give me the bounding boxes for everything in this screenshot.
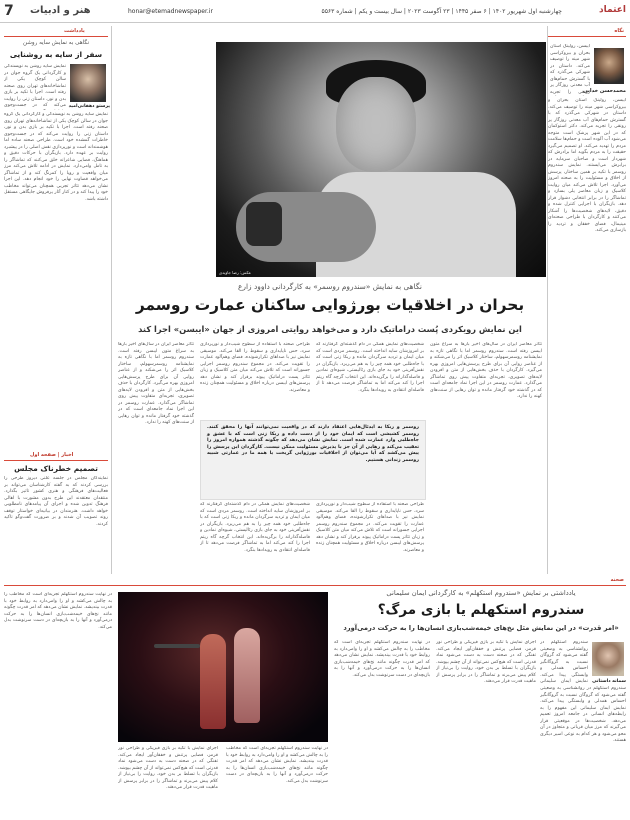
- author-photo: [70, 64, 106, 102]
- bottom-tag: صحنه: [610, 577, 624, 583]
- main-body-col3: طراحی صحنه با استفاده از سطوح شیب‌دار و نورپردازی سرد، حس ناپایداری و سقوط را القا می‌کند. موسیقی نمایش نیز با صداهای تکرارشونده، فضای وهم‌آلود عمارت را تقویت می‌کند. در مجموع سندروم روسمر اجرایی جسورانه است که تلاش می‌کند میان متن کلاسیک و زبان تئاتر پست دراماتیک پیوند برقرار کند و نشان دهد پرسش‌های ایبسن درباره اخلاق و مسئولیت همچنان زنده و معاصرند.: [200, 342, 310, 393]
- pull-quote: روسمر و ربکا به ایدئال‌هایی اعتقاد دارند که در واقعیت نمی‌توانند آنها را محقق کنند. روسمر کشیشی است که ایمان خود را از دست داده و ربکا زنی است که با عشق و جاه‌طلبی وارد عمارت شده است. نمایش نشان می‌دهد که چگونه گذشته همواره امروز را تعقیب می‌کند و رهایی از آن جز با پذیرش مسئولیت ممکن نیست. کارگردان این پرسش را پیش می‌کشد که آیا می‌توان از اخلاقیات بورژوایی گریخت یا همه ما در عمارتی شبیه روسمر زندانی هستیم.: [207, 425, 419, 463]
- bottom-body-intro: سندروم استکهلم در روانشناسی به وضعیتی گفته می‌شود که گروگان نسبت به گروگانگیر احساس همدلی و وابستگی پیدا می‌کند. نمایش ایمان سلیمانی: [540, 640, 588, 684]
- dateline: چهارشنبه اول شهریور ۱۴۰۲ | ۶ صفر ۱۴۴۵ | ۲۳ آگوست ۲۰۲۳ | سال بیست و یکم | شماره ۵۵۶۳: [321, 8, 562, 15]
- bottom-kicker: یادداشتی بر نمایش «سندروم استکهلم» به کارگردانی ایمان سلیمانی: [386, 589, 576, 597]
- author-photo: [592, 642, 624, 676]
- stage-photo: [118, 592, 328, 742]
- left-column-tag2: اخبار | صفحه اول: [30, 452, 74, 458]
- left-body2: نمایندگان مجلس در جلسه علنی دیروز طرحی را بررسی کردند که به گفته کارشناسان می‌تواند بر فعالیت‌های فرهنگی و هنری کشور تاثیر بگذارد. منتقدان معتقدند این طرح بدون مشورت با اهالی فرهنگ تدوین شده و اجرای آن پیامدهای نامطلوبی خواهد داشت. هنرمندان در بیانیه‌ای خواستار توقف روند تصویب آن شدند و بر ضرورت گفت‌وگو تاکید کردند.: [4, 476, 108, 527]
- newspaper-logo: اعتماد: [599, 5, 626, 15]
- page-number: 7: [4, 3, 14, 19]
- column-rule: [111, 26, 112, 574]
- bottom-body-mid: اجرای نمایش با تکیه بر بازی فیزیکی و طراحی نور قرمز، فضایی پرتنش و خفقان‌آور ایجاد می‌کند. تفنگی که در صحنه دست به دست می‌شود نماد قدرتی است که هیچ‌کس نمی‌تواند از آن چشم بپوشد. بازیگران با تسلط بر بدن خود، روایت را بی‌نیاز از کلام پیش می‌برند و تماشاگر را در برابر پرسش از ماهیت قدرت قرار می‌دهند.: [436, 640, 536, 684]
- bottom-subhead: «امر قدرت» در این نمایش مثل نخ‌های خیمه‌شب‌بازی انسان‌ها را به حرکت درمی‌آورد: [343, 624, 619, 632]
- divider: [4, 36, 108, 37]
- left-body: نمایش سایه روشن به نویسندگی و کارگردانی یک گروه جوان در سالن کوچک یکی از تماشاخانه‌های تهران روی صحنه رفته است. اجرا با تکیه بر بازی بدن و نور، داستان زنی را روایت می‌کند که در جست‌وجوی خاطرات گمشده خود است. طراحی صحنه ساده اما هوشمندانه است و نورپردازی نقش اصلی را در پیشبرد روایت بر عهده دارد. بازیگران با حرکات دقیق و هماهنگ، فضایی شاعرانه خلق می‌کنند که تماشاگر را به تامل وامی‌دارد. نمایش در ادامه تلاش می‌کند مرز میان واقعیت و رویا را کمرنگ کند و از تماشاگر می‌خواهد قضاوت نهایی را خود انجام دهد. این اجرا نشان می‌دهد تئاتر تجربی همچنان می‌تواند مخاطب خود را پیدا کند و در کنار آثار پرفروش جایگاهی مستقل داشته باشد.: [4, 112, 108, 202]
- author-name: محمدحسن خدایی: [582, 88, 626, 94]
- right-column-tag: نگاه: [614, 28, 624, 34]
- left-kicker: نگاهی به نمایش سایه روشن: [22, 40, 90, 46]
- main-photo: [216, 42, 546, 277]
- main-body-col3b: شخصیت‌های نمایش همگی در دام گذشته‌ای گرفتارند که بر امروزشان سایه انداخته است. روسمر مردی است که میان ایمان و تردید سرگردان مانده و ربکا زنی است که با جاه‌طلبی خود همه چیز را به هم می‌ریزد. بازیگران در نقش‌آفرینی خود به جای بازی رئالیستی، شیوه‌ای نمادین و فاصله‌گذارانه را برگزیده‌اند. این انتخاب گرچه گاه ریتم اجرا را کند می‌کند اما به تماشاگر فرصت می‌دهد تا از فاصله‌ای انتقادی به رویدادها بنگرد.: [200, 502, 310, 553]
- bottom-headline: سندروم استکهلم یا بازی مرگ؟: [377, 602, 585, 618]
- column-rule: [547, 26, 548, 574]
- left-column-tag: یادداشت: [64, 28, 85, 34]
- bottom-body-photo-right: اجرای نمایش با تکیه بر بازی فیزیکی و طراحی نور قرمز، فضایی پرتنش و خفقان‌آور ایجاد می‌کند. تفنگی که در صحنه دست به دست می‌شود نماد قدرتی است که هیچ‌کس نمی‌تواند از آن چشم بپوشد. بازیگران با تسلط بر بدن خود، روایت را بی‌نیاز از کلام پیش می‌برند و تماشاگر را در برابر پرسش از ماهیت قدرت قرار می‌دهند.: [118, 746, 218, 790]
- section-email[interactable]: honar@etemadnewspaper.ir: [128, 8, 213, 15]
- main-body-col4: تئاتر معاصر ایران در سال‌های اخیر بارها به سراغ متون ایبسن رفته است. سندروم روسمر اما با نگاهی تازه به نمایشنامه روسمرسهولم، ساختار کلاسیک اثر را می‌شکند و از عناصر روایی آن برای طرح پرسش‌هایی امروزی بهره می‌گیرد. کارگردان با حذف بخش‌هایی از متن و افزودن لایه‌های تصویری، تجربه‌ای متفاوت پیش روی تماشاگر می‌گذارد. عمارت روسمر در این اجرا نماد جامعه‌ای است که در گذشته خود گرفتار مانده و توان رهایی از سنت‌های کهنه را ندارد.: [118, 342, 194, 425]
- bottom-body-photo-left: در نهایت سندروم استکهلم تجربه‌ای است که مخاطب را به چالش می‌کشد و او را وامی‌دارد به روابط خود با قدرت بیندیشد. نمایش نشان می‌دهد که امر قدرت چگونه مانند نخ‌های خیمه‌شب‌بازی انسان‌ها را به حرکت درمی‌آورد و آنها را به بازیچه‌ای در دست سرنوشت بدل می‌کند.: [226, 746, 328, 784]
- left-headline2: تصمیم خطرناک مجلس: [14, 464, 98, 473]
- main-body-col2b: طراحی صحنه با استفاده از سطوح شیب‌دار و نورپردازی سرد، حس ناپایداری و سقوط را القا می‌کند. موسیقی نمایش نیز با صداهای تکرارشونده، فضای وهم‌آلود عمارت را تقویت می‌کند. در مجموع سندروم روسمر اجرایی جسورانه است که تلاش می‌کند میان متن کلاسیک و زبان تئاتر پست دراماتیک پیوند برقرار کند و نشان دهد پرسش‌های ایبسن درباره اخلاق و مسئولیت همچنان زنده و معاصرند.: [316, 502, 424, 553]
- article-body-intro: ایبسن، رولینگ استان بحران و بیروکراسی شهر مینه را توصیف می‌کند. داستان در شهرکی می‌گذرد که با گسترش حمام‌های آب معدنی روزگار پر رونقی را تجربه: [550, 44, 590, 95]
- left-body-intro: نمایش سایه روشن به نویسندگی و کارگردانی یک گروه جوان در سالن کوچک یکی از تماشاخانه‌های تهران روی صحنه رفته است. اجرا با تکیه بر بازی بدن و نور، داستان زنی را روایت می‌کند که در جست‌وجوی: [4, 64, 66, 108]
- bottom-body-right: سندروم استکهلم در روانشناسی به وضعیتی گفته می‌شود که گروگان نسبت به گروگانگیر احساس همدلی و وابستگی پیدا می‌کند. نمایش ایمان سلیمانی این مفهوم را به رابطه‌های انسانی در جامعه امروز تعمیم می‌دهد. شخصیت‌ها در موقعیتی قرار می‌گیرند که مرز میان قربانی و متجاوز در آن محو می‌شود و هر کدام به نوعی اسیر دیگری هستند.: [540, 686, 626, 743]
- divider: [4, 460, 108, 461]
- bottom-body-far-left: در نهایت سندروم استکهلم تجربه‌ای است که مخاطب را به چالش می‌کشد و او را وامی‌دارد به روابط خود با قدرت بیندیشد. نمایش نشان می‌دهد که امر قدرت چگونه مانند نخ‌های خیمه‌شب‌بازی انسان‌ها را به حرکت درمی‌آورد و آنها را به بازیچه‌ای در دست سرنوشت بدل می‌کند.: [4, 592, 112, 630]
- main-body-col1: تئاتر معاصر ایران در سال‌های اخیر بارها به سراغ متون ایبسن رفته است. سندروم روسمر اما با نگاهی تازه به نمایشنامه روسمرسهولم، ساختار کلاسیک اثر را می‌شکند و از عناصر روایی آن برای طرح پرسش‌هایی امروزی بهره می‌گیرد. کارگردان با حذف بخش‌هایی از متن و افزودن لایه‌های تصویری، تجربه‌ای متفاوت پیش روی تماشاگر می‌گذارد. عمارت روسمر در این اجرا نماد جامعه‌ای است که در گذشته خود گرفتار مانده و توان رهایی از سنت‌های کهنه را ندارد.: [430, 342, 542, 399]
- main-headline: بحران در اخلاقیات بورژوایی ساکنان عمارت روسمر: [135, 296, 525, 314]
- photo-credit: عکس: رضا جاویدی: [219, 270, 252, 275]
- author-name: پرستو دهقانی‌امید: [68, 104, 110, 109]
- section-title: هنر و ادبیات: [30, 5, 91, 16]
- right-column-body: ایبسن، رولینگ استان بحران و بیروکراسی شهر مینه را توصیف می‌کند. داستان در شهرکی می‌گذرد که با گسترش حمام‌های آب معدنی روزگار پر رونقی را تجربه می‌کند. دکتر استوکمان که در این شهر پزشک است متوجه می‌شود آب آلوده است و حمام‌ها سلامت مردم را تهدید می‌کند. او تصمیم می‌گیرد حقیقت را به مردم بگوید اما برادرش که شهردار است و صاحبان سرمایه در برابرش می‌ایستند. نمایش سندروم روسمر با تکیه بر همین ساختار، پرسش از اخلاق و مسئولیت را به صحنه امروز می‌آورد. اجرا تلاش می‌کند میان روایت کلاسیک و زبان معاصر پلی بسازد و تماشاگر را در برابر انتخابی دشوار قرار دهد. بازیگران با اجرایی کنترل شده و دقیق، لایه‌های شخصیت‌ها را آشکار می‌کنند و کارگردان با طراحی صحنه‌ای مینیمال، فضای خفقان و تردید را بازسازی می‌کند.: [548, 98, 626, 233]
- divider: [4, 585, 626, 586]
- pull-quote-box: [200, 420, 426, 500]
- main-body-col2: شخصیت‌های نمایش همگی در دام گذشته‌ای گرفتارند که بر امروزشان سایه انداخته است. روسمر مردی است که میان ایمان و تردید سرگردان مانده و ربکا زنی است که با جاه‌طلبی خود همه چیز را به هم می‌ریزد. بازیگران در نقش‌آفرینی خود به جای بازی رئالیستی، شیوه‌ای نمادین و فاصله‌گذارانه را برگزیده‌اند. این انتخاب گرچه گاه ریتم اجرا را کند می‌کند اما به تماشاگر فرصت می‌دهد تا از فاصله‌ای انتقادی به رویدادها بنگرد.: [316, 342, 424, 393]
- author-photo: [594, 48, 624, 84]
- author-name: سمانه داستانی: [592, 679, 626, 684]
- main-subhead: این نمایش رویکردی پُست دراماتیک دارد و می‌خواهد روایتی امروزی از جهان «ایبسن» اجرا کند: [138, 324, 522, 334]
- divider: [548, 36, 626, 37]
- main-kicker: نگاهی به نمایش «سندروم روسمر» به کارگردانی داوود زارع: [238, 282, 422, 291]
- left-headline: سفر از سایه به روشنایی: [9, 50, 103, 59]
- bottom-body-left: در نهایت سندروم استکهلم تجربه‌ای است که مخاطب را به چالش می‌کشد و او را وامی‌دارد به روابط خود با قدرت بیندیشد. نمایش نشان می‌دهد که امر قدرت چگونه مانند نخ‌های خیمه‌شب‌بازی انسان‌ها را به حرکت درمی‌آورد و آنها را به بازیچه‌ای در دست سرنوشت بدل می‌کند.: [334, 640, 430, 678]
